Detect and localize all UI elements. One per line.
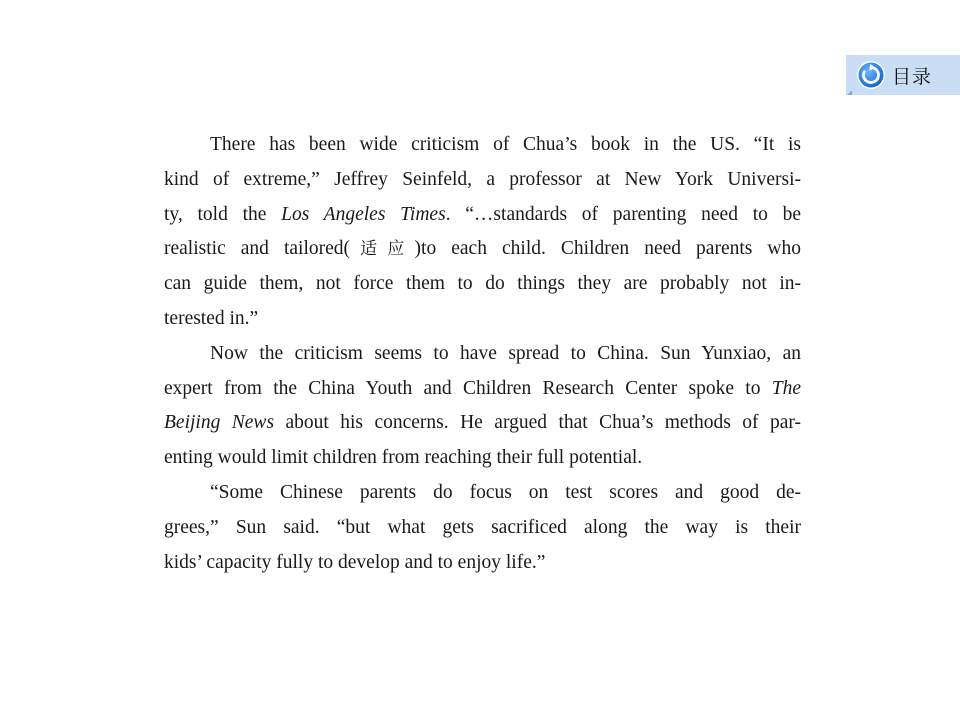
italic-title: Los Angeles Times: [281, 203, 446, 225]
paragraph-2-line: [164, 337, 801, 372]
toc-label: 目录: [892, 65, 933, 88]
italic-title: The: [771, 377, 801, 399]
text-run: about his concerns. He argued that Chua’s methods of par-: [274, 412, 801, 434]
text-run: kind of extreme,” Jeffrey Seinfeld, a professor at New York Universi-: [164, 168, 801, 190]
paragraph-1-line: [164, 163, 801, 198]
paragraph-1-line: [164, 302, 801, 337]
text-run: “Some Chinese parents do focus on test scores and good de-: [210, 481, 801, 503]
text-run: . “…standards of parenting need to be: [445, 203, 801, 225]
text-run: kids’ capacity fully to develop and to enjoy life.”: [164, 551, 546, 573]
paragraph-1-line: [164, 128, 801, 163]
text-run: Now the criticism seems to have spread to China. Sun Yunxiao, an: [210, 342, 801, 364]
paragraph-2-line: [164, 441, 801, 476]
paragraph-1-line: [164, 232, 801, 267]
paragraph-3-line: [164, 476, 801, 511]
paragraph-3-line: [164, 511, 801, 546]
table-of-contents-button[interactable]: [846, 55, 960, 95]
text-run: terested in.”: [164, 307, 259, 329]
text-run: )to each child. Children need parents who: [414, 238, 801, 260]
text-run: can guide them, not force them to do things they are probably not in-: [164, 273, 801, 295]
text-run: There has been wide criticism of Chua’s book in the US. “It is: [210, 134, 801, 155]
paragraph-2-line: [164, 406, 801, 441]
article-body: [164, 128, 801, 580]
text-run: ty, told the: [164, 203, 282, 225]
paragraph-1-line: [164, 267, 801, 302]
chinese-gloss: 适应: [350, 239, 415, 260]
italic-title: Beijing News: [164, 412, 275, 434]
paragraph-1-line: [164, 198, 801, 233]
text-run: enting would limit children from reaching their full potential.: [164, 447, 643, 469]
text-run: expert from the China Youth and Children Research Center spoke to: [164, 377, 772, 399]
paragraph-2-line: [164, 372, 801, 407]
circular-refresh-icon: [856, 60, 886, 90]
text-run: realistic and tailored(: [164, 238, 351, 260]
paragraph-3-line: [164, 546, 801, 581]
text-run: grees,” Sun said. “but what gets sacrificed along the way is their: [164, 516, 801, 538]
